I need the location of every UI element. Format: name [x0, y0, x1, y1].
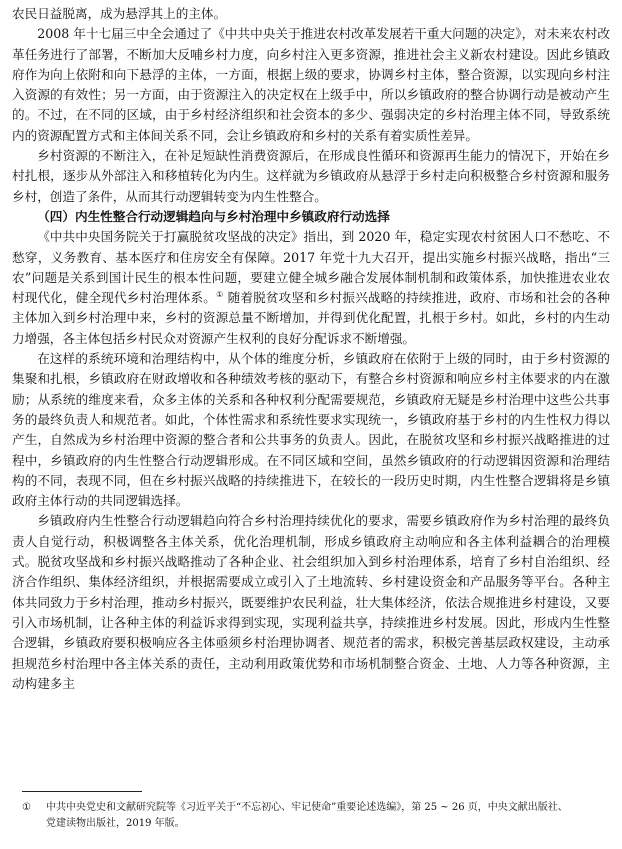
body-text [12, 4, 610, 694]
paragraph-0: 农民日益脱离，成为悬浮其上的主体。 [12, 6, 227, 21]
footnote-reference: ① [216, 289, 224, 299]
paragraph-5: 乡镇政府内生性整合行动逻辑趋向符合乡村治理持续优化的要求，需要乡镇政府作为乡村治理的最终负责人自觉行动，积极调整各主体关系，优化治理机制，形成乡镇政府主动响应和各主体利益耦合的治理模式。脱贫攻坚战和乡村振兴战略推动了各种企业、社会组织加入到乡村治理体系，培育了乡村自治组织、经济合作组织、集体经济组织，并根据需要成立或引入了土地流转、乡村建设资金和产品服务等平台。各种主体共同致力于乡村治理，推动乡村振兴，既要维护农民利益，壮大集体经济，依法合规推进乡村建设，又要引入市场机制，让各种主体的利益诉求得到实现，实现利益共享，持续推进乡村发展。因此，形成内生性整合逻辑，乡镇政府要积极响应各主体亟须乡村治理协调者、规范者的需求，积极完善基层政权建设，主动承担规范乡村治理中各主体关系的责任，主动利用政策优势和市场机制整合资金、土地、人力等各种资源，主动构建多主 [12, 513, 610, 691]
paragraph-3-part-a: 《中共中央国务院关于打赢脱贫攻坚战的决定》指出，到 2020 年，稳定实现农村贫困人口不愁吃、不愁穿，义务教育、基本医疗和住房安全有保障。2017 年党十九大召开，提出实施乡村振兴战略，指出“三农”问题是关系到国计民生的根本性问题，要建立健全城乡融合发展体制机制和政策体系，加快推进农业农村现代化，健全现代乡村治理体系。 [12, 229, 610, 306]
footnote [22, 800, 602, 832]
footnote-divider [22, 791, 142, 792]
paragraph-4: 在这样的系统环境和治理结构中，从个体的维度分析，乡镇政府在依附于上级的同时，由于乡村资源的集聚和扎根，乡镇政府在财政增收和各种绩效考核的驱动下，有整合乡村资源和响应乡村主体要求的内在激励；从系统的维度来看，众多主体的关系和各种权利分配需要规范，乡镇政府无疑是乡村治理中这些公共事务的最终负责人和规范者。如此，个体性需求和系统性要求实现统一，乡镇政府基于乡村的内生性权力得以产生，自然成为乡村治理中资源的整合者和公共事务的负责人。因此，在脱贫攻坚和乡村振兴战略推进的过程中，乡镇政府的内生性整合行动逻辑形成。在不同区域和空间，虽然乡镇政府的行动逻辑因资源和治理结构的不同，表现不同，但在乡村振兴战略的持续推进下，在较长的一段历史时期，内生性整合逻辑将是乡镇政府主体行动的共同逻辑选择。 [12, 351, 610, 509]
paragraph-3 [12, 227, 610, 349]
paragraph-1: 2008 年十七届三中全会通过了《中共中央关于推进农村改革发展若干重大问题的决定》，对未来农村改革任务进行了部署，不断加大反哺乡村力度，向乡村注入更多资源，推进社会主义新农村建设。因此乡镇政府作为向上依附和向下悬浮的主体，一方面，根据上级的要求，协调乡村主体，整合资源，以实现向乡村注入资源的有效性；另一方面，由于资源注入的决定权在上级手中，所以乡镇政府的整合协调行动是被动产生的。不过，在不同的区域，由于乡村经济组织和社会资本的多少、强弱决定的乡村治理主体不同，导致系统内的资源配置方式和主体间关系不同，会让乡镇政府和乡村的关系有着实质性差异。 [12, 26, 610, 143]
footnote-line-2: 党建读物出版社，2019 年版。 [46, 818, 185, 829]
section-heading: （四）内生性整合行动逻辑趋向与乡村治理中乡镇政府行动选择 [37, 208, 390, 224]
footnote-marker: ① [22, 802, 31, 813]
paragraph-2: 乡村资源的不断注入，在补足短缺性消费资源后，在形成良性循环和资源再生能力的情况下，开始在乡村扎根，逐步从外部注入和移植转化为内生。这样就为乡镇政府从悬浮于乡村走向积极整合乡村资源和服务乡村，创造了条件，从而其行动逻辑转变为内生性整合。 [12, 148, 610, 204]
paragraph-3-part-b: 随着脱贫攻坚和乡村振兴战略的持续推进，政府、市场和社会的各种主体加入到乡村治理中来，乡村的资源总量不断增加，并得到优化配置，扎根于乡村。如此，乡村的内生动力增强，各主体包括乡村民众对资源产生权利的良好分配诉求不断增强。 [12, 290, 611, 346]
footnote-line-1: 中共中央党史和文献研究院等《习近平关于“不忘初心、牢记使命”重要论述选编》，第 25 ~ 26 页，中央文献出版社、 [46, 802, 568, 813]
